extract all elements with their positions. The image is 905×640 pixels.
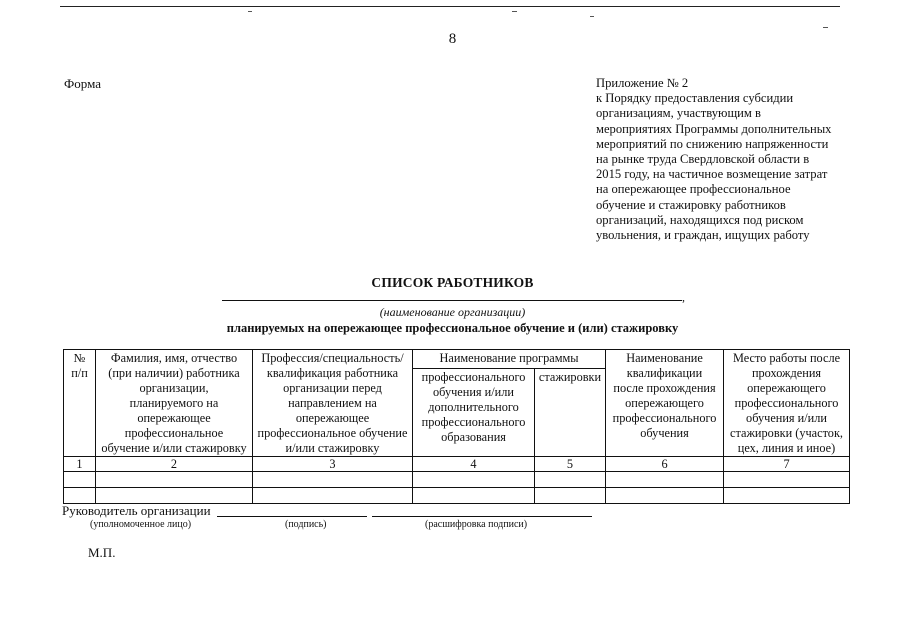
header-full-name: Фамилия, имя, отчество (при наличии) работника организации, планируемого на опережающее профессиональное обучение и/или стажировку bbox=[96, 350, 253, 457]
page-number: 8 bbox=[448, 31, 457, 47]
table-row bbox=[64, 488, 850, 504]
top-border-line bbox=[60, 6, 840, 7]
header-profession: Профессия/специальность/ квалификация работника организации перед направлением на опережающее профессиональное обучение и/или стажировку bbox=[253, 350, 413, 457]
empty-cell[interactable] bbox=[64, 488, 96, 504]
column-number: 3 bbox=[253, 457, 413, 472]
caption-authorized-person: (уполномоченное лицо) bbox=[90, 519, 192, 530]
empty-cell[interactable] bbox=[253, 488, 413, 504]
document-subtitle: планируемых на опережающее профессиональное обучение и (или) стажировку bbox=[226, 321, 679, 335]
column-number: 7 bbox=[724, 457, 850, 472]
header-number: № п/п bbox=[64, 350, 96, 457]
column-number: 2 bbox=[96, 457, 253, 472]
header-program-group: Наименование программы bbox=[413, 350, 606, 369]
empty-cell[interactable] bbox=[413, 488, 535, 504]
header-program-training: профессионального обучения и/или дополнительного профессионального образования bbox=[413, 369, 535, 457]
empty-cell[interactable] bbox=[413, 472, 535, 488]
organization-name-caption: (наименование организации) bbox=[379, 305, 526, 319]
empty-cell[interactable] bbox=[535, 472, 606, 488]
empty-cell[interactable] bbox=[253, 472, 413, 488]
empty-cell[interactable] bbox=[535, 488, 606, 504]
column-number: 1 bbox=[64, 457, 96, 472]
caption-signature-decoding: (расшифровка подписи) bbox=[425, 519, 528, 530]
empty-cell[interactable] bbox=[724, 472, 850, 488]
table-row bbox=[64, 472, 850, 488]
header-workplace: Место работы после прохождения опережающего профессионального обучения и/или стажировки (участок, цех, линия и иное) bbox=[724, 350, 850, 457]
signature-line bbox=[217, 516, 367, 517]
empty-cell[interactable] bbox=[96, 472, 253, 488]
document-title: СПИСОК РАБОТНИКОВ bbox=[371, 275, 534, 290]
signature-decoding-line bbox=[372, 516, 592, 517]
header-qualification: Наименование квалификации после прохождения опережающего профессионального обучения bbox=[606, 350, 724, 457]
column-number: 4 bbox=[413, 457, 535, 472]
appendix-reference: Приложение № 2 к Порядку предоставления субсидии организациям, участвующим в мероприятиях Программы дополнительных мероприятий по снижению напряженности на рынке труда Свердловской области в 2015 году, на частичное возмещение затрат на опережающее профессиональное обучение и стажировку работников организаций, находящихся под риском увольнения, и граждан, ищущих работу bbox=[596, 76, 832, 243]
organization-name-line bbox=[222, 300, 682, 301]
organization-comma: , bbox=[682, 290, 685, 304]
workers-table bbox=[63, 349, 850, 504]
form-label: Форма bbox=[64, 76, 101, 91]
empty-cell[interactable] bbox=[606, 472, 724, 488]
column-number: 5 bbox=[535, 457, 606, 472]
caption-signature: (подпись) bbox=[285, 519, 327, 530]
stamp-place: М.П. bbox=[88, 545, 116, 560]
empty-cell[interactable] bbox=[64, 472, 96, 488]
signature-label: Руководитель организации bbox=[62, 503, 211, 518]
header-program-internship: стажировки bbox=[535, 369, 606, 457]
scan-speck bbox=[823, 27, 828, 28]
scan-speck bbox=[590, 16, 594, 17]
column-number: 6 bbox=[606, 457, 724, 472]
scan-speck bbox=[248, 11, 252, 12]
empty-cell[interactable] bbox=[724, 488, 850, 504]
empty-cell[interactable] bbox=[606, 488, 724, 504]
empty-cell[interactable] bbox=[96, 488, 253, 504]
scan-speck bbox=[512, 11, 517, 12]
